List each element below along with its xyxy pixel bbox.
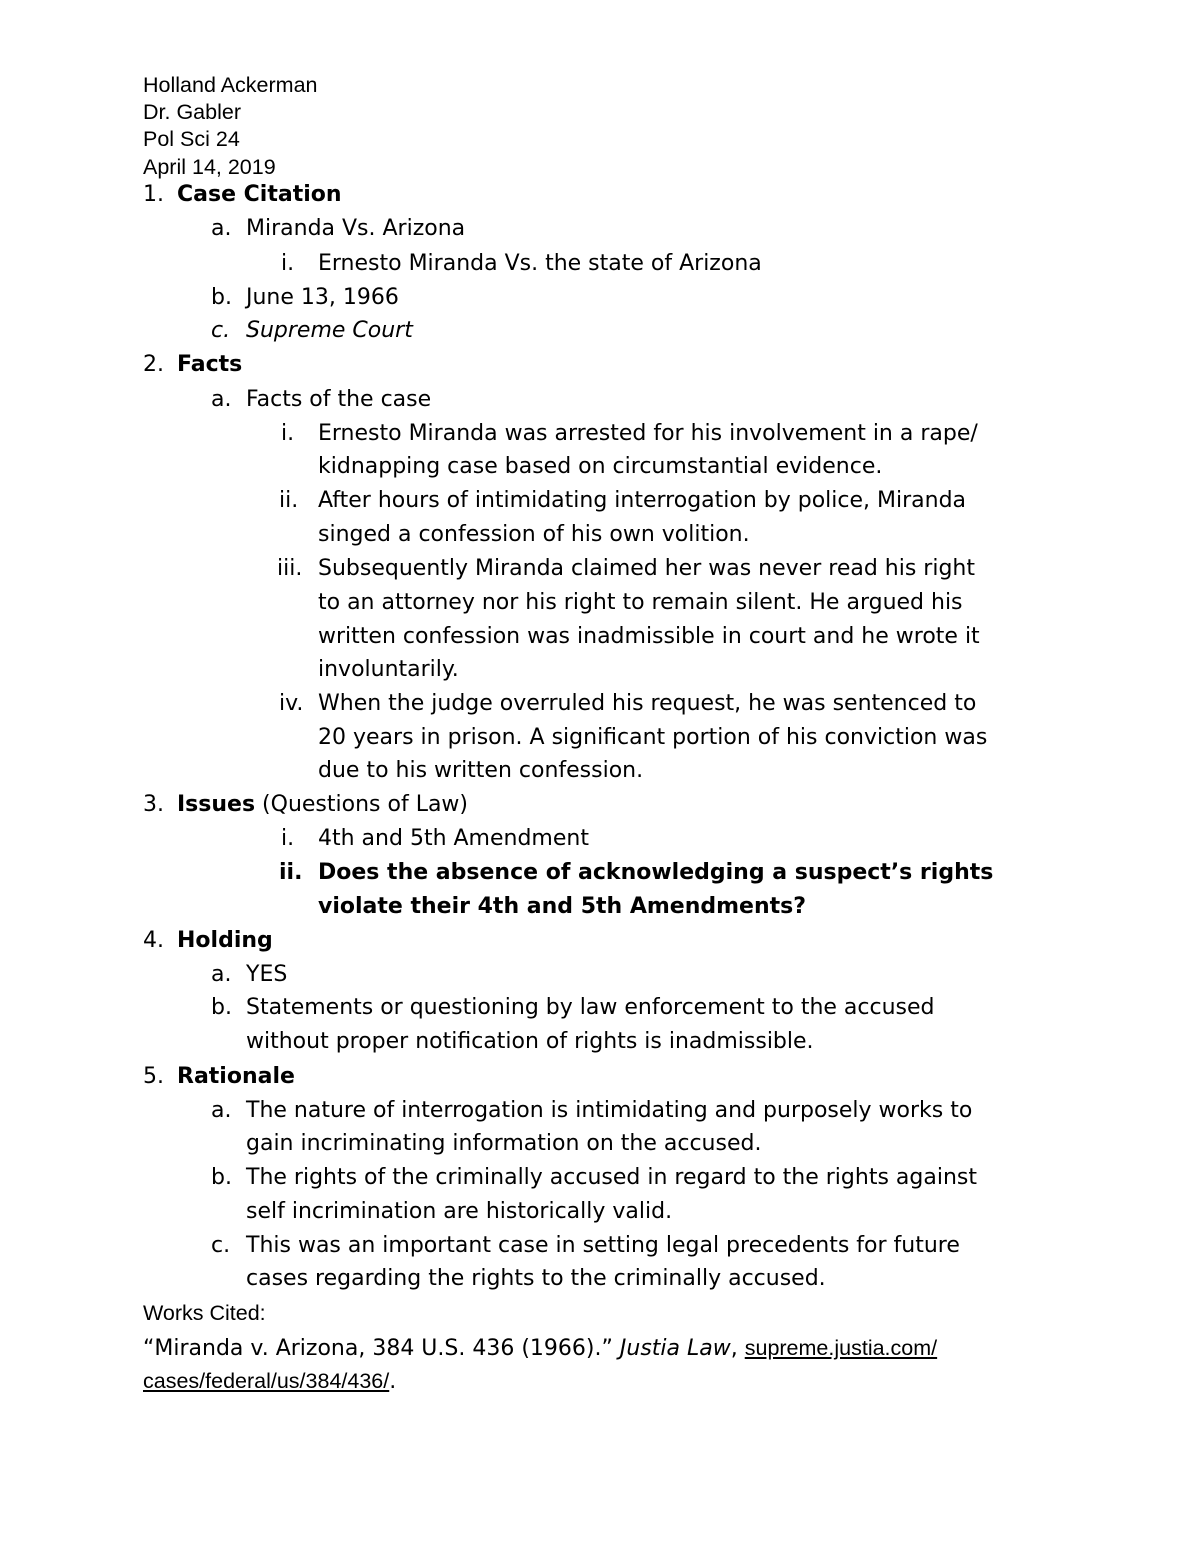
fact-text: After hours of intimidating interrogation by police, Miranda	[318, 488, 967, 513]
list-marker: c.	[211, 318, 231, 343]
course-name: Pol Sci 24	[143, 127, 240, 151]
fact-text: When the judge overruled his request, he was sentenced to	[318, 691, 977, 716]
section-2-title: Facts	[177, 352, 243, 377]
list-marker: iv.	[279, 691, 304, 716]
section-5-number: 5.	[143, 1064, 164, 1089]
author-name: Holland Ackerman	[143, 73, 318, 97]
section-1-number: 1.	[143, 182, 164, 207]
fact-text: kidnapping case based on circumstantial evidence.	[318, 454, 883, 479]
list-marker: i.	[281, 826, 295, 851]
fact-text: Subsequently Miranda claimed her was never read his right	[318, 556, 975, 581]
holding-text: without proper notification of rights is inadmissible.	[246, 1029, 814, 1054]
instructor-name: Dr. Gabler	[143, 100, 241, 124]
section-3-title: Issues	[177, 792, 256, 817]
list-marker: a.	[211, 216, 232, 241]
list-marker: iii.	[277, 556, 303, 581]
rationale-text: gain incriminating information on the accused.	[246, 1131, 762, 1156]
rationale-text: self incrimination are historically valid.	[246, 1199, 673, 1224]
section-1-title: Case Citation	[177, 182, 342, 207]
citation-line	[143, 1333, 937, 1364]
fact-text: Ernesto Miranda was arrested for his involvement in a rape/	[318, 421, 978, 446]
list-marker: b.	[211, 1165, 232, 1190]
case-name: Miranda Vs. Arizona	[246, 216, 466, 241]
citation-source: Justia Law	[619, 1336, 731, 1361]
list-marker: a.	[211, 1098, 232, 1123]
rationale-text: This was an important case in setting legal precedents for future	[246, 1233, 960, 1258]
citation-line	[143, 1366, 396, 1397]
issue-text: 4th and 5th Amendment	[318, 826, 589, 851]
document-date: April 14, 2019	[143, 155, 276, 179]
issue-question: violate their 4th and 5th Amendments?	[318, 894, 806, 919]
section-3-subtitle: (Questions of Law)	[255, 792, 469, 817]
fact-text: due to his written confession.	[318, 758, 644, 783]
section-3-number: 3.	[143, 792, 164, 817]
court-name: Supreme Court	[246, 318, 413, 343]
list-marker: b.	[211, 995, 232, 1020]
issue-question: Does the absence of acknowledging a suspect’s rights	[318, 860, 994, 885]
case-date: June 13, 1966	[246, 285, 399, 310]
rationale-text: cases regarding the rights to the criminally accused.	[246, 1266, 826, 1291]
citation-end: .	[389, 1369, 397, 1394]
citation-separator: ,	[730, 1336, 745, 1361]
list-marker: b.	[211, 285, 232, 310]
list-marker: a.	[211, 962, 232, 987]
section-2-number: 2.	[143, 352, 164, 377]
citation-text: “Miranda v. Arizona, 384 U.S. 436 (1966).”	[143, 1336, 620, 1361]
section-4-title: Holding	[177, 928, 273, 953]
list-marker: i.	[281, 251, 295, 276]
fact-text: 20 years in prison. A significant portion of his conviction was	[318, 725, 988, 750]
list-marker: c.	[211, 1233, 231, 1258]
section-4-number: 4.	[143, 928, 164, 953]
citation-link[interactable]: supreme.justia.com/	[744, 1336, 938, 1360]
list-marker: ii.	[279, 860, 303, 885]
holding-answer: YES	[246, 962, 288, 987]
list-marker: a.	[211, 387, 232, 412]
rationale-text: The rights of the criminally accused in regard to the rights against	[246, 1165, 977, 1190]
case-parties: Ernesto Miranda Vs. the state of Arizona	[318, 251, 762, 276]
fact-text: involuntarily.	[318, 657, 459, 682]
fact-text: written confession was inadmissible in court and he wrote it	[318, 624, 980, 649]
list-item: Facts of the case	[246, 387, 432, 412]
works-cited-label: Works Cited:	[143, 1301, 266, 1325]
rationale-text: The nature of interrogation is intimidating and purposely works to	[246, 1098, 973, 1123]
list-marker: i.	[281, 421, 295, 446]
citation-link[interactable]: cases/federal/us/384/436/	[143, 1369, 390, 1393]
fact-text: singed a confession of his own volition.	[318, 522, 750, 547]
section-3-heading	[177, 790, 468, 820]
list-marker: ii.	[279, 488, 299, 513]
holding-text: Statements or questioning by law enforcement to the accused	[246, 995, 935, 1020]
fact-text: to an attorney nor his right to remain silent. He argued his	[318, 590, 963, 615]
section-5-title: Rationale	[177, 1064, 295, 1089]
